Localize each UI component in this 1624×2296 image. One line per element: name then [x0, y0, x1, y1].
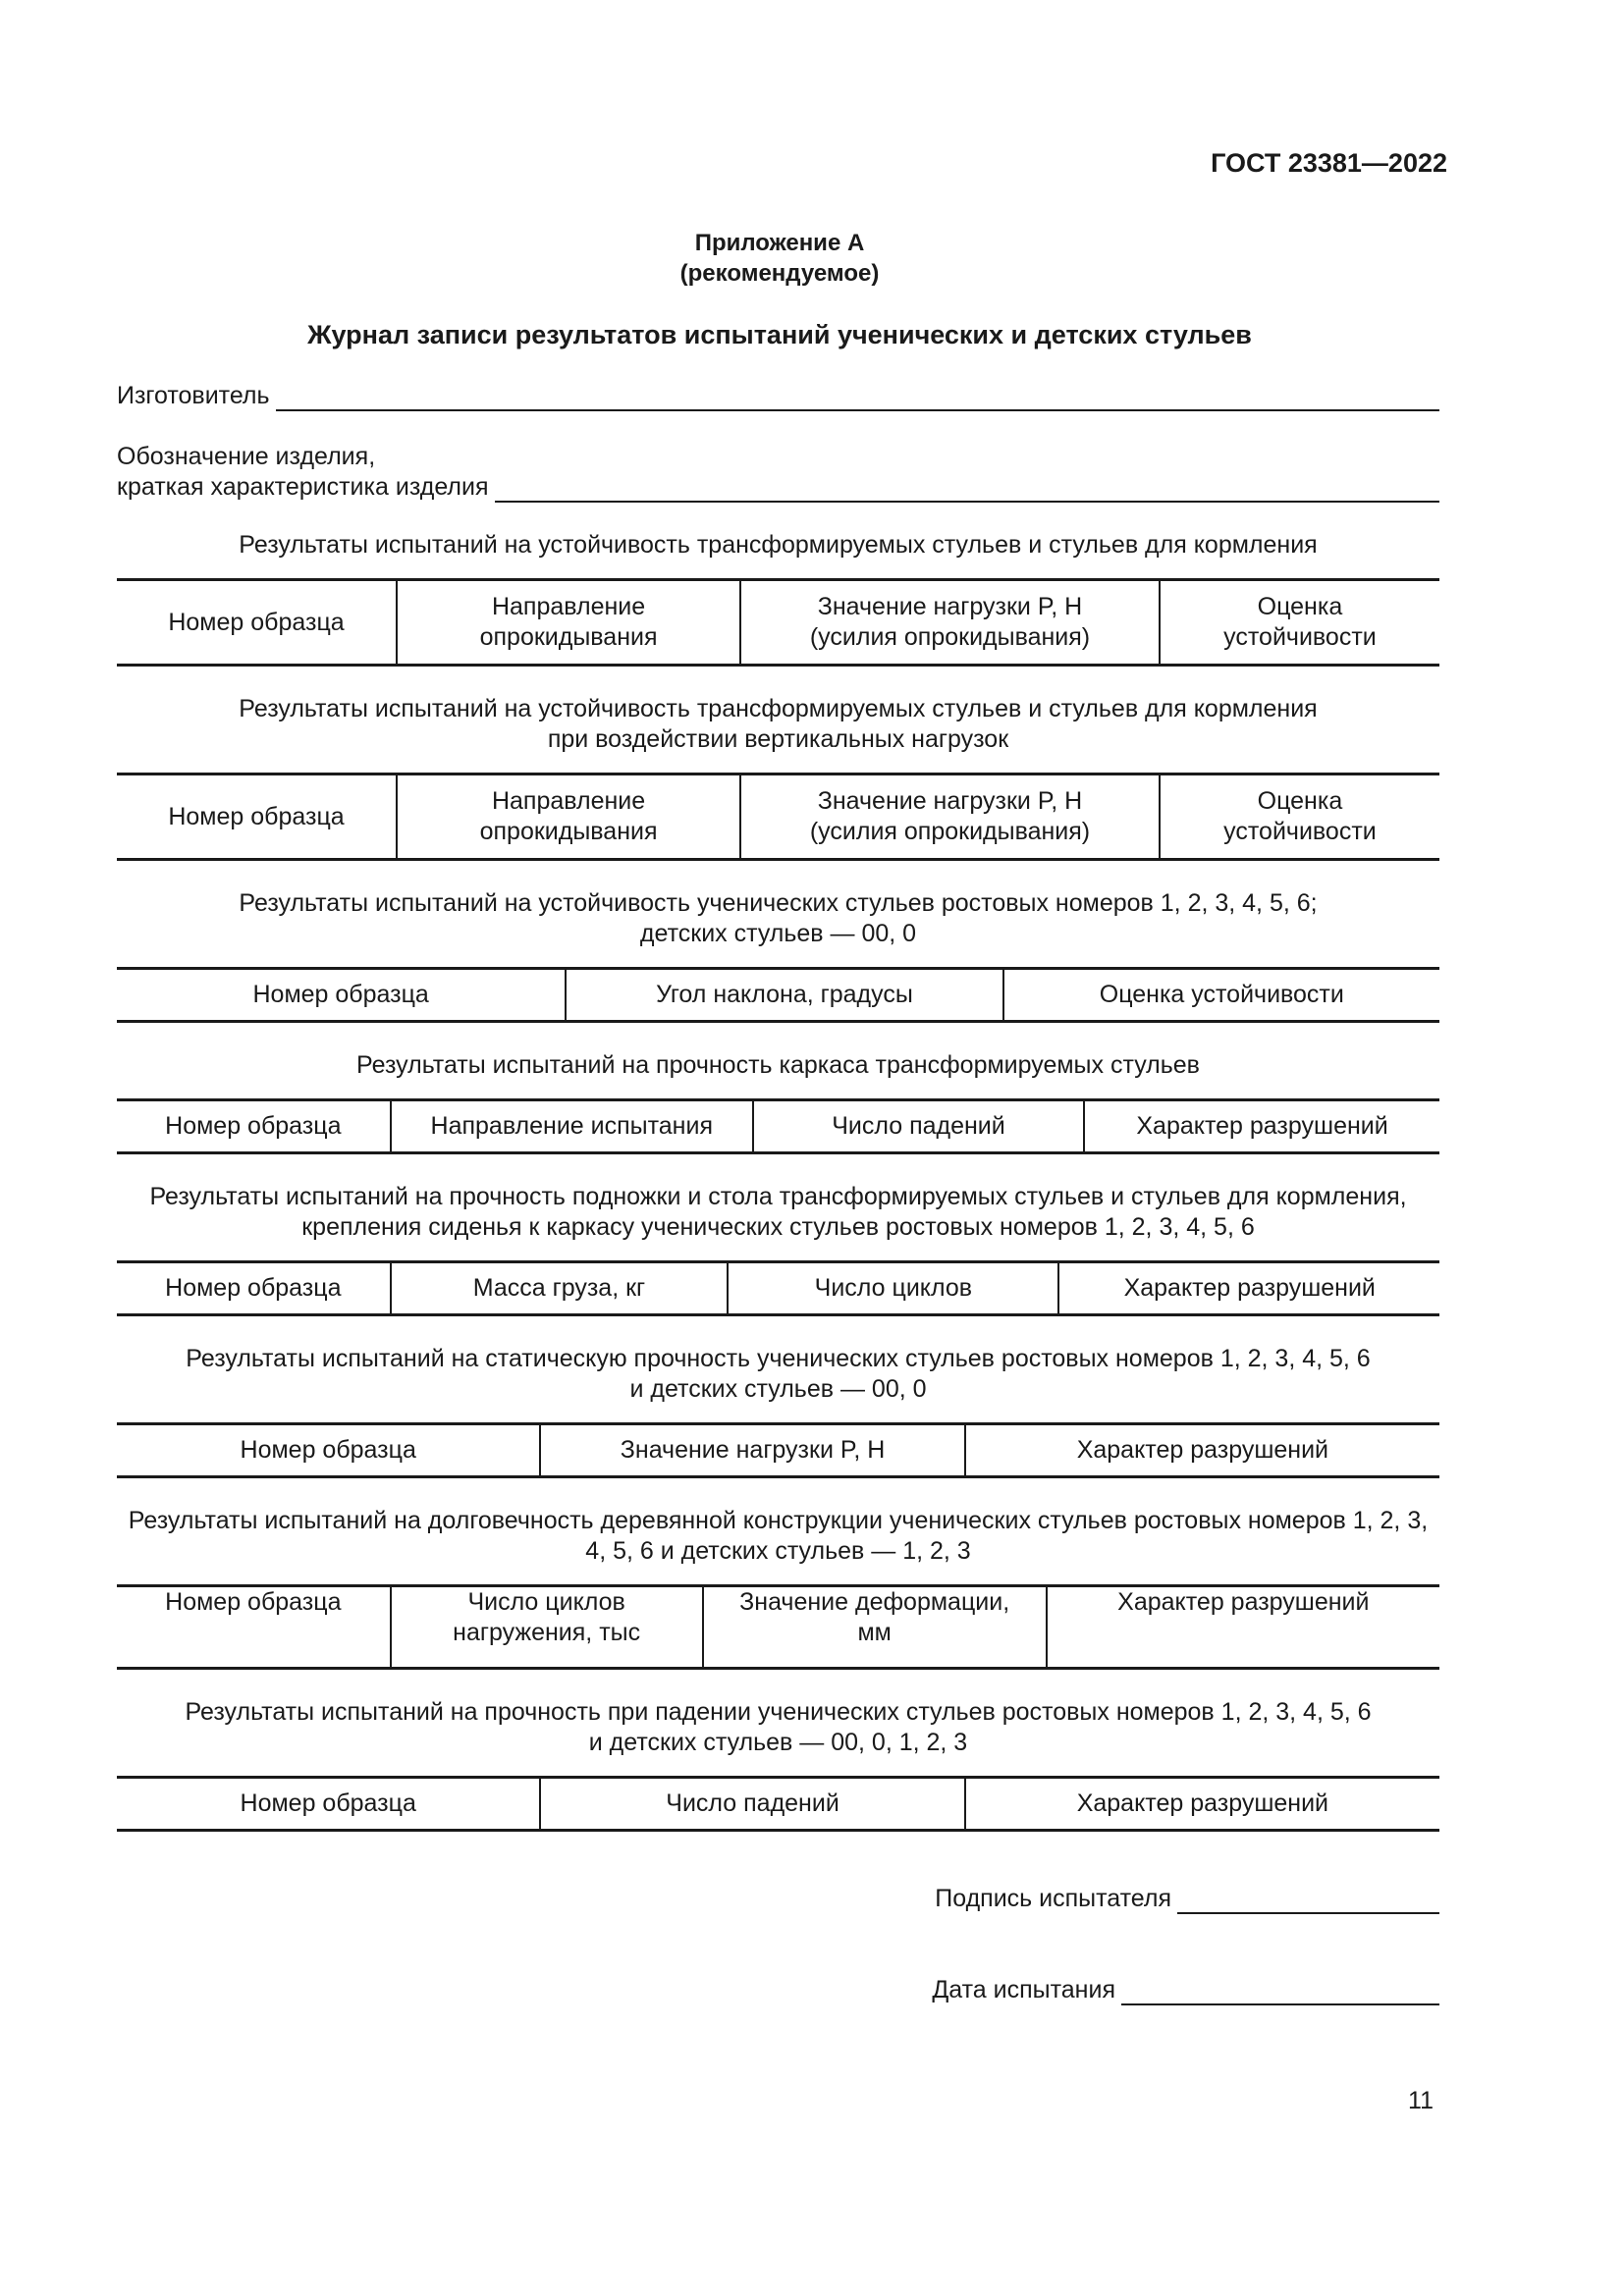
column-header-line: Оценка	[1257, 787, 1343, 815]
section-title-line: при воздействии вертикальных нагрузок	[547, 725, 1009, 753]
column-header	[117, 580, 397, 666]
product-label-line2: краткая характеристика изделия	[117, 473, 489, 501]
column-header	[117, 1586, 391, 1669]
section-title-line: Результаты испытаний на прочность каркаса трансформируемых стульев	[356, 1051, 1200, 1079]
result-table	[117, 1584, 1439, 1670]
result-table	[117, 1098, 1439, 1154]
result-table	[117, 1260, 1439, 1316]
column-header-line: Направление испытания	[430, 1112, 713, 1140]
section-title-line: Результаты испытаний на прочность подножки и стола трансформируемых стульев и стульев для кормления,	[149, 1183, 1407, 1210]
column-header-line: (усилия опрокидывания)	[809, 623, 1091, 651]
column-header-line: Направление	[491, 593, 646, 620]
section-title	[117, 530, 1439, 561]
column-header-line: Номер образца	[252, 981, 429, 1008]
column-header	[965, 1424, 1439, 1477]
column-header-line: Значение нагрузки P, Н	[817, 593, 1083, 620]
column-header-line: Число циклов	[814, 1274, 973, 1302]
table-header-row	[117, 774, 1439, 860]
signature-field	[935, 1884, 1439, 1914]
product-field	[117, 472, 1439, 503]
column-header	[391, 1586, 703, 1669]
product-label-line1: Обозначение изделия,	[117, 443, 376, 470]
table-header-row	[117, 1100, 1439, 1153]
column-header	[117, 774, 397, 860]
section-title	[117, 694, 1439, 755]
section-title-line: Результаты испытаний на устойчивость трансформируемых стульев и стульев для кормления	[239, 531, 1318, 559]
column-header-line: опрокидывания	[479, 623, 658, 651]
column-header-line: Характер разрушений	[1136, 1112, 1388, 1140]
section-title-line: детских стульев — 00, 0	[639, 920, 917, 947]
column-header-line: Число падений	[832, 1112, 1005, 1140]
column-header	[540, 1424, 964, 1477]
product-blank-line[interactable]	[495, 477, 1440, 503]
column-header-line: Номер образца	[168, 802, 345, 830]
column-header	[1160, 580, 1439, 666]
appendix-title: Приложение А	[694, 230, 865, 256]
column-header-line: Масса груза, кг	[472, 1274, 646, 1302]
section-title	[117, 1506, 1439, 1567]
appendix-heading	[0, 228, 1559, 289]
column-header-line: Число циклов	[467, 1588, 625, 1616]
date-blank-line[interactable]	[1121, 1980, 1439, 2005]
column-header-line: устойчивости	[1223, 623, 1377, 651]
column-header	[117, 1424, 540, 1477]
column-header	[1058, 1262, 1439, 1315]
column-header	[753, 1100, 1084, 1153]
section-title	[117, 888, 1439, 949]
table-header-row	[117, 969, 1439, 1022]
column-header-line: Номер образца	[240, 1436, 416, 1464]
column-header	[397, 580, 740, 666]
result-table	[117, 1422, 1439, 1478]
column-header	[117, 1100, 391, 1153]
column-header-line: Номер образца	[165, 1112, 342, 1140]
result-table	[117, 1776, 1439, 1832]
section-title-line: и детских стульев — 00, 0	[629, 1375, 927, 1403]
page-number: 11	[1408, 2087, 1434, 2114]
column-header-line: Оценка устойчивости	[1099, 981, 1344, 1008]
manufacturer-blank-line[interactable]	[276, 386, 1439, 411]
result-table	[117, 578, 1439, 667]
column-header-line: Значение деформации,	[739, 1588, 1010, 1616]
column-header	[117, 1262, 391, 1315]
manufacturer-label: Изготовитель	[117, 382, 270, 409]
column-header	[1003, 969, 1439, 1022]
appendix-status: (рекомендуемое)	[679, 260, 880, 287]
column-header-line: устойчивости	[1223, 818, 1377, 845]
column-header-line: Угол наклона, градусы	[656, 981, 913, 1008]
column-header-line: Номер образца	[168, 608, 345, 636]
section-title-line: Результаты испытаний на долговечность деревянной конструкции ученических стульев ростовых номеров 1, 2, 3,	[128, 1507, 1429, 1534]
column-header	[1160, 774, 1439, 860]
column-header	[740, 774, 1160, 860]
column-header	[1047, 1586, 1439, 1669]
column-header-line: Характер разрушений	[1117, 1588, 1370, 1616]
column-header	[391, 1262, 729, 1315]
column-header-line: Значение нагрузки P, Н	[620, 1436, 886, 1464]
section-title-line: Результаты испытаний на статическую прочность ученических стульев ростовых номеров 1, 2, 3, 4, 5, 6	[186, 1345, 1371, 1372]
column-header-line: опрокидывания	[479, 818, 658, 845]
column-header	[391, 1100, 753, 1153]
column-header	[117, 969, 566, 1022]
table-header-row	[117, 1586, 1439, 1669]
date-field	[932, 1975, 1439, 2005]
column-header	[397, 774, 740, 860]
date-label: Дата испытания	[932, 1976, 1115, 2003]
signature-label: Подпись испытателя	[935, 1885, 1171, 1912]
column-header-line: Номер образца	[165, 1588, 342, 1616]
column-header	[566, 969, 1002, 1022]
section-title	[117, 1344, 1439, 1405]
column-header-line: Число падений	[666, 1789, 839, 1817]
column-header-line: Характер разрушений	[1123, 1274, 1376, 1302]
section-title-line: Результаты испытаний на устойчивость трансформируемых стульев и стульев для кормления	[239, 695, 1318, 722]
table-header-row	[117, 1424, 1439, 1477]
section-title	[117, 1182, 1439, 1243]
table-header-row	[117, 1262, 1439, 1315]
column-header-line: Направление	[491, 787, 646, 815]
manufacturer-field	[117, 381, 1439, 411]
column-header-line: Характер разрушений	[1076, 1436, 1329, 1464]
signature-blank-line[interactable]	[1177, 1889, 1439, 1914]
column-header-line: Номер образца	[165, 1274, 342, 1302]
column-header	[965, 1778, 1439, 1831]
section-title	[117, 1697, 1439, 1758]
standard-number: ГОСТ 23381—2022	[1211, 148, 1447, 178]
column-header	[728, 1262, 1058, 1315]
section-title-line: и детских стульев — 00, 0, 1, 2, 3	[588, 1729, 968, 1756]
column-header-line: нагружения, тыс	[453, 1619, 641, 1646]
column-header-line: мм	[857, 1619, 892, 1646]
column-header	[703, 1586, 1047, 1669]
column-header	[1084, 1100, 1439, 1153]
table-header-row	[117, 1778, 1439, 1831]
column-header-line: Значение нагрузки P, Н	[817, 787, 1083, 815]
column-header-line: Номер образца	[240, 1789, 416, 1817]
result-sections	[117, 530, 1439, 1859]
section-title-line: 4, 5, 6 и детских стульев — 1, 2, 3	[585, 1537, 971, 1565]
column-header	[540, 1778, 964, 1831]
column-header	[740, 580, 1160, 666]
column-header-line: Оценка	[1257, 593, 1343, 620]
section-title-line: крепления сиденья к каркасу ученических стульев ростовых номеров 1, 2, 3, 4, 5, 6	[301, 1213, 1255, 1241]
table-header-row	[117, 580, 1439, 666]
journal-title: Журнал записи результатов испытаний ученических и детских стульев	[307, 320, 1252, 349]
section-title-line: Результаты испытаний на устойчивость ученических стульев ростовых номеров 1, 2, 3, 4, 5, 6;	[239, 889, 1318, 917]
result-table	[117, 967, 1439, 1023]
column-header-line: (усилия опрокидывания)	[809, 818, 1091, 845]
section-title-line: Результаты испытаний на прочность при падении ученических стульев ростовых номеров 1, 2, 3, 4, 5, 6	[185, 1698, 1372, 1726]
result-table	[117, 773, 1439, 861]
column-header	[117, 1778, 540, 1831]
column-header-line: Характер разрушений	[1076, 1789, 1329, 1817]
section-title	[117, 1050, 1439, 1081]
